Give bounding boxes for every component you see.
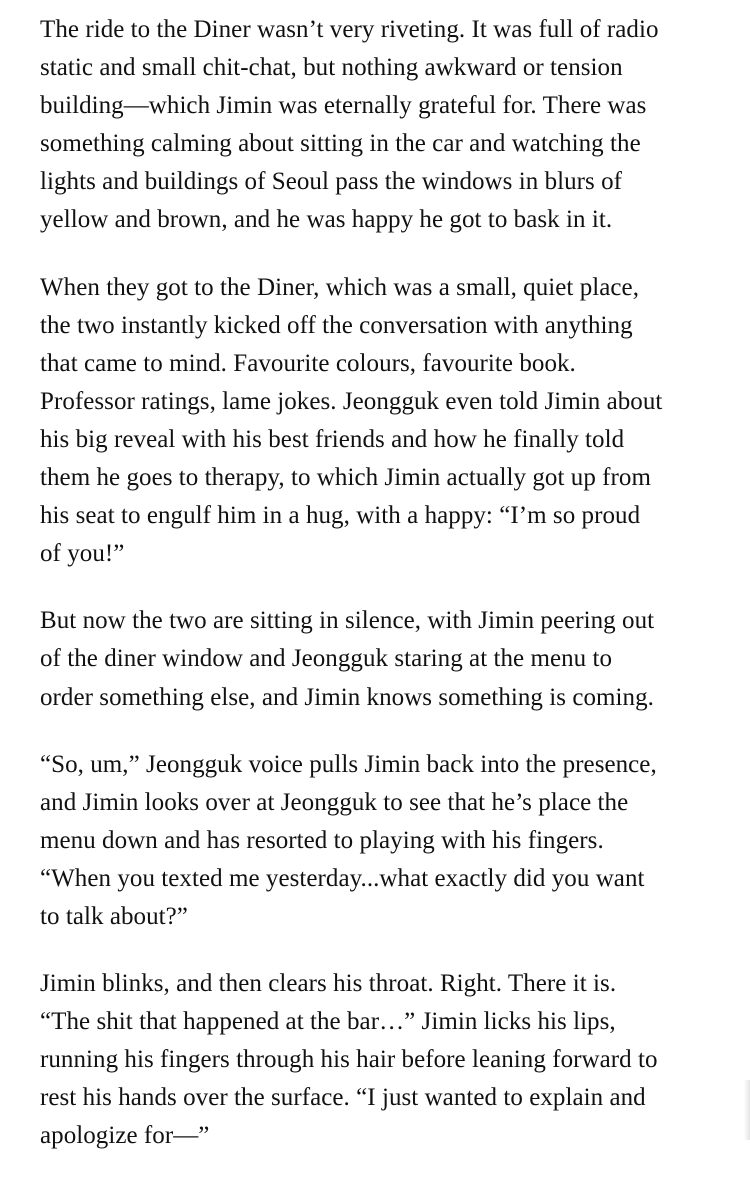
text-line: his big reveal with his best friends and how he finally told xyxy=(40,425,625,453)
text-line: to talk about?” xyxy=(40,902,188,930)
story-text xyxy=(40,11,730,1185)
paragraph-5 xyxy=(40,965,730,1155)
text-line: that came to mind. Favourite colours, favourite book. xyxy=(40,349,576,377)
text-line: them he goes to therapy, to which Jimin actually got up from xyxy=(40,464,651,492)
text-line: Professor ratings, lame jokes. Jeongguk even told Jimin about xyxy=(40,387,663,415)
paragraph-4 xyxy=(40,746,730,936)
text-line: of the diner window and Jeongguk staring at the menu to xyxy=(40,645,613,673)
text-line: yellow and brown, and he was happy he got to bask in it. xyxy=(40,206,613,234)
text-line: and Jimin looks over at Jeongguk to see that he’s place the xyxy=(40,788,629,816)
text-line: static and small chit-chat, but nothing awkward or tension xyxy=(40,54,623,82)
text-line: order something else, and Jimin knows something is coming. xyxy=(40,683,654,711)
paragraph-3 xyxy=(40,602,730,716)
text-line: “When you texted me yesterday...what exactly did you want xyxy=(40,864,645,892)
text-line: the two instantly kicked off the conversation with anything xyxy=(40,311,633,339)
text-line: his seat to engulf him in a hug, with a happy: “I’m so proud xyxy=(40,502,641,530)
page-edge-shadow xyxy=(744,1080,750,1140)
text-line: “The shit that happened at the bar…” Jimin licks his lips, xyxy=(40,1008,616,1036)
text-line: But now the two are sitting in silence, with Jimin peering out xyxy=(40,607,655,635)
text-line: building—which Jimin was eternally grateful for. There was xyxy=(40,92,647,120)
text-line: When they got to the Diner, which was a small, quiet place, xyxy=(40,273,639,301)
paragraph-2 xyxy=(40,269,730,574)
text-line: apologize for—” xyxy=(40,1122,210,1150)
text-line: The ride to the Diner wasn’t very riveting. It was full of radio xyxy=(40,16,659,43)
text-line: “So, um,” Jeongguk voice pulls Jimin back into the presence, xyxy=(40,750,657,778)
text-line: lights and buildings of Seoul pass the windows in blurs of xyxy=(40,168,623,196)
text-line: Jimin blinks, and then clears his throat. Right. There it is. xyxy=(40,970,617,998)
paragraph-1 xyxy=(40,11,730,240)
text-line: of you!” xyxy=(40,540,125,568)
text-line: menu down and has resorted to playing with his fingers. xyxy=(40,826,604,854)
text-line: running his fingers through his hair before leaning forward to xyxy=(40,1046,658,1074)
text-line: something calming about sitting in the car and watching the xyxy=(40,130,641,158)
text-line: rest his hands over the surface. “I just wanted to explain and xyxy=(40,1084,646,1112)
